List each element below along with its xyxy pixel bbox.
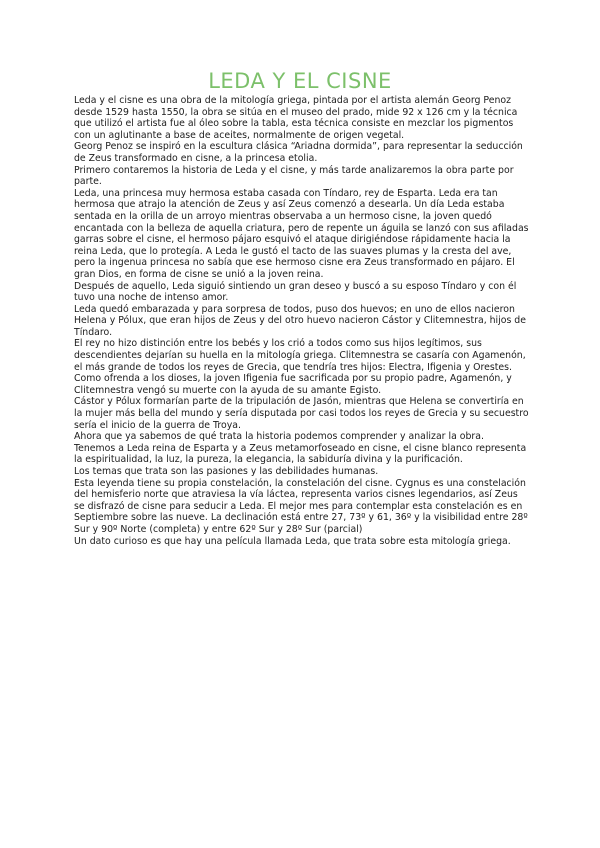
paragraph-tindaro: Después de aquello, Leda siguió sintiendo un gran deseo y buscó a su esposo Tíndaro y con él tuvo una noche de intenso amor. (74, 280, 517, 304)
paragraph-themes: Los temas que trata son las pasiones y las debilidades humanas. (74, 466, 379, 477)
paragraph-ifigenia: Como ofrenda a los dioses, la joven Ifigenia fue sacrificada por su propio padre, Agamenón, y Clitemnestra vengó su muerte con la ayuda de su amante Egisto. (74, 373, 512, 396)
document-body (74, 95, 530, 547)
paragraph-huevos: Leda quedó embarazada y para sorpresa de todos, puso dos huevos; en uno de ellos nacieron Helena y Pólux, que eran hijos de Zeus y del otro huevo nacieron Cástor y Clitemnestra, hijos de Tíndaro. (74, 303, 526, 338)
page-title: LEDA Y EL CISNE (208, 69, 392, 93)
paragraph-symbolism: Tenemos a Leda reina de Esparta y a Zeus metamorfoseado en cisne, el cisne blanco representa la espiritualidad, la luz, la pureza, la elegancia, la sabiduría divina y la purificación. (74, 442, 527, 466)
paragraph-descendientes: El rey no hizo distinción entre los bebés y los crió a todos como sus hijos legítimos, sus descendientes dejarían su huella en la mitología griega. Clitemnestra se casaría con Agamenón, el más grande de todos los reyes de Grecia, que tendría tres hijos: Electra, Ifigenia y Orestes. (74, 338, 526, 373)
paragraph-story: Leda, una princesa muy hermosa estaba casada con Tíndaro, rey de Esparta. Leda era tan hermosa que atrajo la atención de Zeus y así Zeus comenzó a desearla. Un día Leda estaba sentada en la orilla de un arroyo mientras observaba a un hermoso cisne, la joven quedó encantada con la belleza de aquella criatura, pero de repente un águila se lanzó con sus afiladas garras sobre el cisne, el hermoso pájaro esquivó el ataque dirigiéndose rápidamente hacia la reina Leda, que lo protegía. A Leda le gustó el tacto de las suaves plumas y la cresta del ave, pero la ingenua princesa no sabía que ese hermoso cisne era Zeus transformado en pájaro. El gran Dios, en forma de cisne se unió a la joven reina. (74, 187, 529, 280)
paragraph-movie: Un dato curioso es que hay una película llamada Leda, que trata sobre esta mitología griega. (74, 535, 511, 547)
paragraph-constellation: Esta leyenda tiene su propia constelación, la constelación del cisne. Cygnus es una constelación del hemisferio norte que atraviesa la vía láctea, representa varios cisnes legendarios, así Zeus se disfrazó de cisne para seducir a Leda. El mejor mes para contemplar esta constelación es en Septiembre sobre las nueve. La declinación está entre 27, 73º y 61, 36º y la visibilidad entre 28º Sur y 90º Norte (completa) y entre 62º Sur y 28º Sur (parcial) (74, 477, 528, 535)
paragraph-inspiration: Georg Penoz se inspiró en la escultura clásica “Ariadna dormida”, para representar la seducción de Zeus transformado en cisne, a la princesa etolia. (74, 141, 523, 164)
paragraph-plan: Primero contaremos la historia de Leda y el cisne, y más tarde analizaremos la obra parte por parte. (74, 164, 514, 188)
paragraph-castor-polux: Cástor y Pólux formarían parte de la tripulación de Jasón, mientras que Helena se convertiría en la mujer más bella del mundo y sería disputada por casi todos los reyes de Grecia y su secuestro sería el inicio de la guerra de Troya. (74, 396, 529, 431)
paragraph-transition: Ahora que ya sabemos de qué trata la historia podemos comprender y analizar la obra. (74, 431, 484, 443)
paragraph-intro: Leda y el cisne es una obra de la mitología griega, pintada por el artista alemán Georg Penoz desde 1529 hasta 1550, la obra se sitúa en el museo del prado, mide 92 x 126 cm y la técnica que utilizó el artista fue al óleo sobre la tabla, esta técnica consiste en mezclar los pigmentos con un aglutinante a base de aceites, normalmente de origen vegetal. (74, 95, 518, 141)
